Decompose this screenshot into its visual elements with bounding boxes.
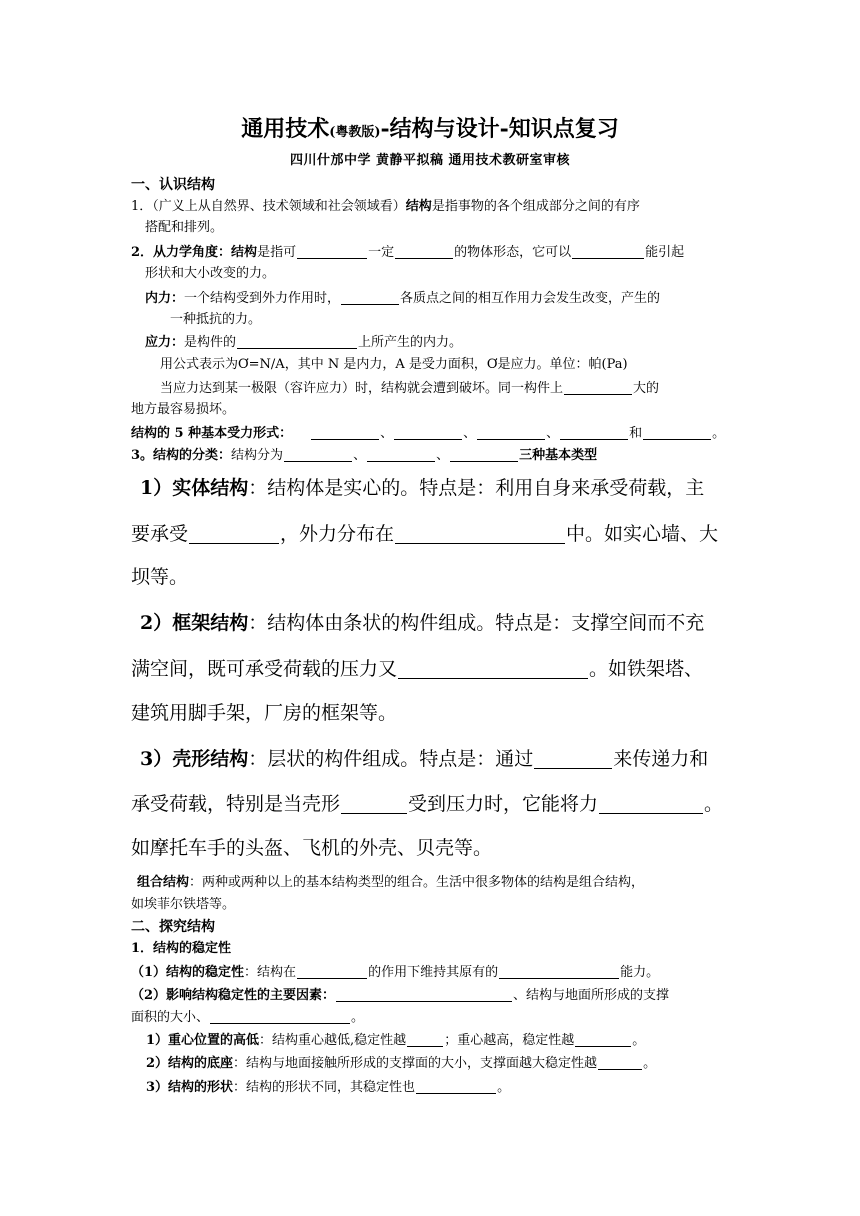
combo-structure-line-1 bbox=[137, 876, 644, 889]
label: 3）壳形结构 bbox=[140, 748, 249, 770]
subheading-stability: 1．结构的稳定性 bbox=[131, 941, 232, 956]
text: 。 bbox=[704, 793, 724, 815]
factors-line-2 bbox=[131, 1010, 364, 1024]
text: ；重心越高，稳定性越 bbox=[444, 1033, 575, 1048]
paragraph-2-line-1 bbox=[131, 245, 684, 259]
factor-base bbox=[146, 1056, 656, 1070]
formula-line: 用公式表示为Ơ=N/A，其中 N 是内力，A 是受力面积，Ơ是应力。单位：帕(Pa) bbox=[160, 357, 628, 372]
separator: 、 bbox=[546, 426, 560, 441]
limit-line-2: 地方最容易损坏。 bbox=[131, 402, 236, 417]
separator: 、 bbox=[436, 448, 450, 463]
text: 承受荷载，特别是当壳形 bbox=[131, 793, 341, 815]
page-title bbox=[0, 118, 860, 140]
solid-structure-line-3: 坝等。 bbox=[131, 566, 189, 588]
text: 能引起 bbox=[645, 245, 685, 260]
fill-blank[interactable] bbox=[210, 1010, 350, 1024]
fill-blank[interactable] bbox=[189, 524, 279, 544]
text: 受到压力时，它能将力 bbox=[408, 793, 599, 815]
fill-blank[interactable] bbox=[534, 749, 612, 769]
classification-line bbox=[131, 448, 597, 462]
title-rest: -结构与设计-知识点复习 bbox=[380, 116, 619, 142]
text: ：层状的构件组成。特点是：通过 bbox=[248, 748, 534, 770]
frame-structure-line-1 bbox=[140, 614, 704, 633]
text: 来传递力和 bbox=[613, 748, 709, 770]
text: 。 bbox=[351, 1010, 365, 1025]
label: （2）影响结构稳定性的主要因素： bbox=[131, 988, 336, 1003]
internal-force-line-1 bbox=[145, 291, 660, 305]
label: （1）结构的稳定性 bbox=[131, 965, 245, 980]
text: 是指可 bbox=[257, 245, 297, 260]
text: ：结构重心越低,稳定性越 bbox=[259, 1033, 407, 1048]
solid-structure-line-1 bbox=[140, 479, 704, 498]
fill-blank[interactable] bbox=[598, 1056, 642, 1070]
label: 1）实体结构 bbox=[140, 477, 249, 499]
label: 组合结构 bbox=[137, 875, 190, 890]
text: 的作用下维持其原有的 bbox=[368, 965, 499, 980]
item-number: 1． bbox=[131, 199, 153, 214]
fill-blank[interactable] bbox=[599, 794, 703, 814]
fill-blank[interactable] bbox=[394, 426, 462, 440]
text: 。 bbox=[712, 426, 726, 441]
text: 。 bbox=[497, 1080, 511, 1095]
paragraph-2-line-2: 形状和大小改变的力。 bbox=[145, 266, 276, 281]
section-heading-2: 二、探究结构 bbox=[131, 919, 215, 935]
label: 应力： bbox=[145, 335, 185, 350]
fill-blank[interactable] bbox=[297, 245, 367, 259]
label: 2）结构的底座 bbox=[146, 1056, 234, 1071]
fill-blank[interactable] bbox=[297, 965, 367, 979]
text: 、结构与地面所形成的支撑 bbox=[513, 988, 670, 1003]
text: 是指事物的各个组成部分之间的有序 bbox=[431, 199, 640, 214]
separator: 、 bbox=[463, 426, 477, 441]
text: 各质点之间的相互作用力会发生改变，产生的 bbox=[400, 291, 661, 306]
text: 满空间，既可承受荷载的压力又 bbox=[131, 658, 398, 680]
fill-blank[interactable] bbox=[398, 659, 588, 679]
text: ：结构的形状不同，其稳定性也 bbox=[233, 1080, 416, 1095]
factor-center-of-gravity bbox=[146, 1033, 645, 1047]
text: 一定 bbox=[368, 245, 395, 260]
fill-blank[interactable] bbox=[643, 426, 711, 440]
fill-blank[interactable] bbox=[336, 988, 512, 1002]
text: 。 bbox=[632, 1033, 646, 1048]
fill-blank[interactable] bbox=[560, 426, 628, 440]
stability-definition-line bbox=[131, 965, 659, 979]
fill-blank[interactable] bbox=[367, 448, 435, 462]
text: ，外力分布在 bbox=[280, 523, 395, 545]
fill-blank[interactable] bbox=[395, 524, 565, 544]
fill-blank[interactable] bbox=[341, 291, 399, 305]
title-edition: (粤教版) bbox=[329, 125, 381, 140]
combo-structure-line-2: 如埃菲尔铁塔等。 bbox=[131, 897, 236, 912]
shell-structure-line-1 bbox=[140, 749, 708, 769]
fill-blank[interactable] bbox=[284, 448, 352, 462]
fill-blank[interactable] bbox=[450, 448, 518, 462]
label: 内力： bbox=[145, 291, 185, 306]
frame-structure-line-2 bbox=[131, 659, 703, 679]
factor-shape bbox=[146, 1080, 510, 1094]
separator: 、 bbox=[380, 426, 394, 441]
page-subtitle: 四川什邡中学 黄静平拟稿 通用技术教研室审核 bbox=[289, 153, 571, 168]
shell-structure-line-3: 如摩托车手的头盔、飞机的外壳、贝壳等。 bbox=[131, 837, 493, 859]
fill-blank[interactable] bbox=[575, 1033, 631, 1047]
fill-blank[interactable] bbox=[572, 245, 644, 259]
text: 结构分为 bbox=[231, 448, 284, 463]
label: 1）重心位置的高低 bbox=[146, 1033, 260, 1048]
solid-structure-line-2 bbox=[131, 524, 718, 544]
term: 结构 bbox=[405, 199, 432, 214]
text: 是构件的 bbox=[184, 335, 237, 350]
text: 的物体形态，它可以 bbox=[454, 245, 572, 260]
fill-blank[interactable] bbox=[237, 335, 357, 349]
text: ：结构体由条状的构件组成。特点是：支撑空间而不充 bbox=[248, 612, 705, 634]
internal-force-line-2: 一种抵抗的力。 bbox=[170, 312, 262, 327]
text: ：结构与地面接触所形成的支撑面的大小，支撑面越大稳定性越 bbox=[233, 1056, 598, 1071]
text: 三种基本类型 bbox=[519, 448, 598, 463]
fill-blank[interactable] bbox=[499, 965, 619, 979]
text: 能力。 bbox=[620, 965, 660, 980]
text: ：两种或两种以上的基本结构类型的组合。生活中很多物体的结构是组合结构， bbox=[189, 875, 645, 890]
fill-blank[interactable] bbox=[311, 426, 379, 440]
text: 。如铁架塔、 bbox=[589, 658, 704, 680]
text: 面积的大小、 bbox=[131, 1010, 210, 1025]
limit-line-1 bbox=[160, 381, 659, 395]
factors-line-1 bbox=[131, 988, 669, 1002]
label: 2）框架结构 bbox=[140, 612, 249, 634]
fill-blank[interactable] bbox=[564, 381, 632, 395]
text: 一个结构受到外力作用时， bbox=[184, 291, 341, 306]
title-main: 通用技术 bbox=[241, 116, 330, 142]
fill-blank[interactable] bbox=[477, 426, 545, 440]
text: 上所产生的内力。 bbox=[358, 335, 463, 350]
fill-blank[interactable] bbox=[407, 1033, 443, 1047]
shell-structure-line-2 bbox=[131, 794, 723, 814]
text: 大的 bbox=[633, 381, 660, 396]
label: 2．从力学角度： bbox=[131, 245, 232, 260]
fill-blank[interactable] bbox=[416, 1080, 496, 1094]
paragraph-1-line-1 bbox=[131, 200, 640, 213]
label: 3。结构的分类： bbox=[131, 448, 232, 463]
text: 中。如实心墙、大 bbox=[566, 523, 719, 545]
separator: 、 bbox=[353, 448, 367, 463]
section-heading-1: 一、认识结构 bbox=[131, 177, 215, 193]
text: 和 bbox=[629, 426, 643, 441]
paragraph-1-line-2: 搭配和排列。 bbox=[145, 220, 224, 235]
text: 。 bbox=[643, 1056, 657, 1071]
label: 3）结构的形状 bbox=[146, 1080, 234, 1095]
text: 当应力达到某一极限（容许应力）时，结构就会遭到破坏。同一构件上 bbox=[160, 381, 564, 396]
text: ：结构在 bbox=[244, 965, 297, 980]
stress-line bbox=[145, 335, 462, 349]
text: ：结构体是实心的。特点是：利用自身来承受荷载，主 bbox=[248, 477, 705, 499]
label: 结构的 5 种基本受力形式： bbox=[131, 426, 293, 441]
forces-line bbox=[131, 426, 725, 440]
fill-blank[interactable] bbox=[395, 245, 453, 259]
text: 要承受 bbox=[131, 523, 189, 545]
fill-blank[interactable] bbox=[341, 794, 407, 814]
frame-structure-line-3: 建筑用脚手架，厂房的框架等。 bbox=[131, 702, 398, 724]
term: 结构 bbox=[231, 245, 258, 260]
text: （广义上从自然界、技术领域和社会领域看） bbox=[152, 199, 406, 214]
